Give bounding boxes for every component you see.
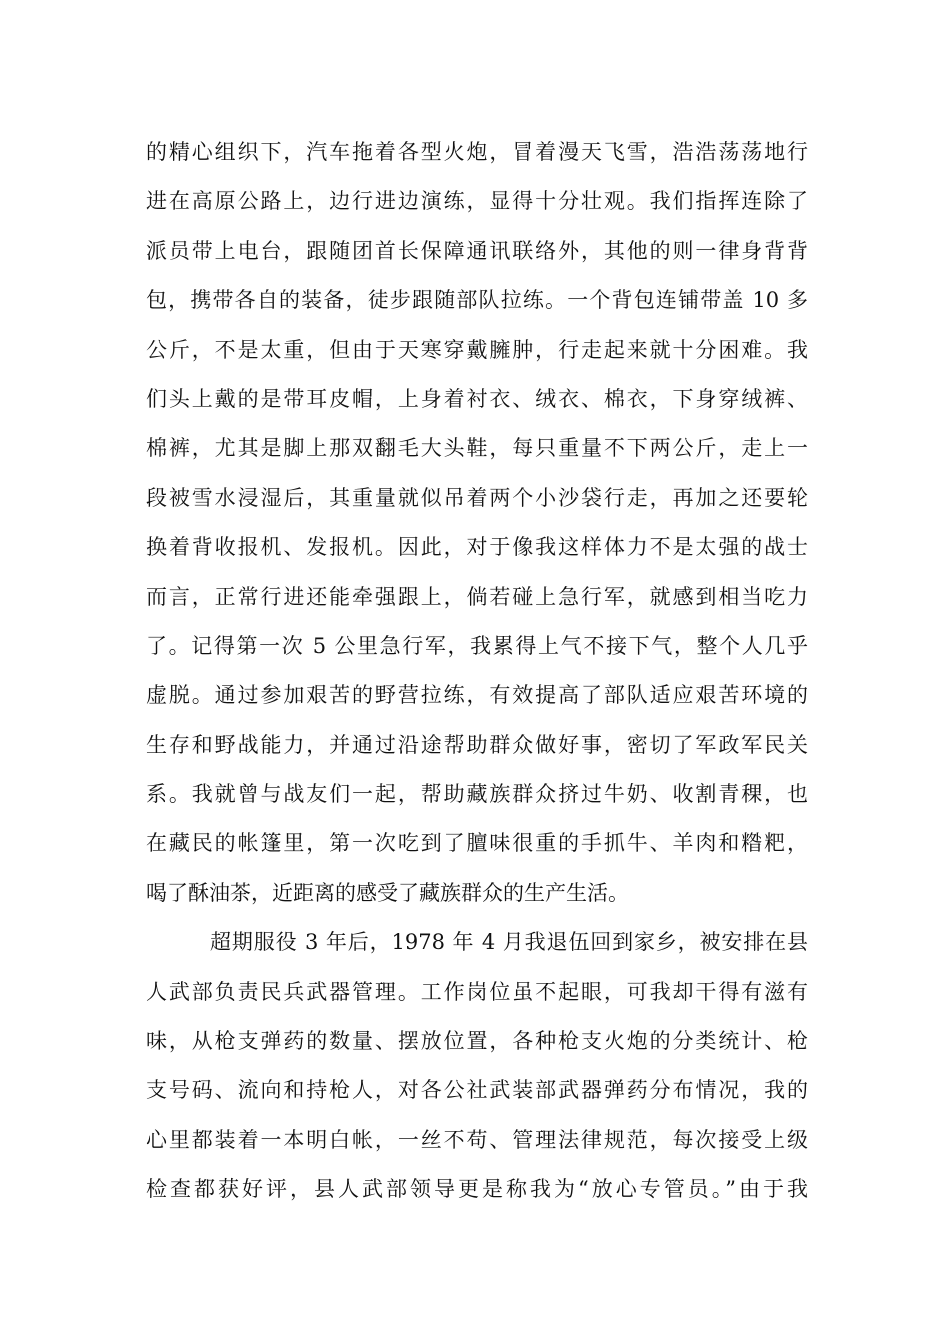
- paragraph-2: [146, 918, 808, 1214]
- text-line: 喝了酥油茶，近距离的感受了藏族群众的生产生活。: [146, 880, 629, 905]
- text-line: 味，从枪支弹药的数量、摆放位置，各种枪支火炮的分类统计、枪: [146, 1029, 808, 1054]
- body-text: [146, 128, 808, 1215]
- text-line: 在藏民的帐篷里，第一次吃到了膻味很重的手抓牛、羊肉和糌粑，: [146, 831, 808, 856]
- text-line: 支号码、流向和持枪人，对各公社武装部武器弹药分布情况，我的: [146, 1078, 808, 1103]
- text-line: 包，携带各自的装备，徒步跟随部队拉练。一个背包连铺带盖 10 多: [146, 288, 808, 313]
- text-line: 棉裤，尤其是脚上那双翻毛大头鞋，每只重量不下两公斤，走上一: [146, 436, 808, 461]
- text-line: 了。记得第一次 5 公里急行军，我累得上气不接下气，整个人几乎: [146, 633, 808, 658]
- text-line: 超期服役 3 年后，1978 年 4 月我退伍回到家乡，被安排在县: [210, 930, 808, 955]
- paragraph-1: [146, 128, 808, 918]
- text-line: 系。我就曾与战友们一起，帮助藏族群众挤过牛奶、收割青稞，也: [146, 782, 808, 807]
- text-line: 的精心组织下，汽车拖着各型火炮，冒着漫天飞雪，浩浩荡荡地行: [146, 140, 808, 164]
- text-line: 进在高原公路上，边行进边演练，显得十分壮观。我们指挥连除了: [146, 189, 808, 214]
- text-line: 人武部负责民兵武器管理。工作岗位虽不起眼，可我却干得有滋有: [146, 979, 808, 1004]
- text-line: 而言，正常行进还能牵强跟上，倘若碰上急行军，就感到相当吃力: [146, 584, 808, 609]
- text-line: 派员带上电台，跟随团首长保障通讯联络外，其他的则一律身背背: [146, 238, 808, 263]
- text-line: 公斤，不是太重，但由于天寒穿戴臃肿，行走起来就十分困难。我: [146, 337, 808, 362]
- text-line: 们头上戴的是带耳皮帽，上身着衬衣、绒衣、棉衣，下身穿绒裤、: [146, 386, 808, 411]
- text-line: 段被雪水浸湿后，其重量就似吊着两个小沙袋行走，再加之还要轮: [146, 485, 808, 510]
- text-line: 换着背收报机、发报机。因此，对于像我这样体力不是太强的战士: [146, 535, 808, 560]
- text-line: 检查都获好评，县人武部领导更是称我为“放心专管员。”由于我: [146, 1177, 808, 1202]
- text-line: 生存和野战能力，并通过沿途帮助群众做好事，密切了军政军民关: [146, 732, 808, 757]
- text-line: 虚脱。通过参加艰苦的野营拉练，有效提高了部队适应艰苦环境的: [146, 683, 808, 708]
- text-line: 心里都装着一本明白帐，一丝不苟、管理法律规范，每次接受上级: [146, 1127, 808, 1152]
